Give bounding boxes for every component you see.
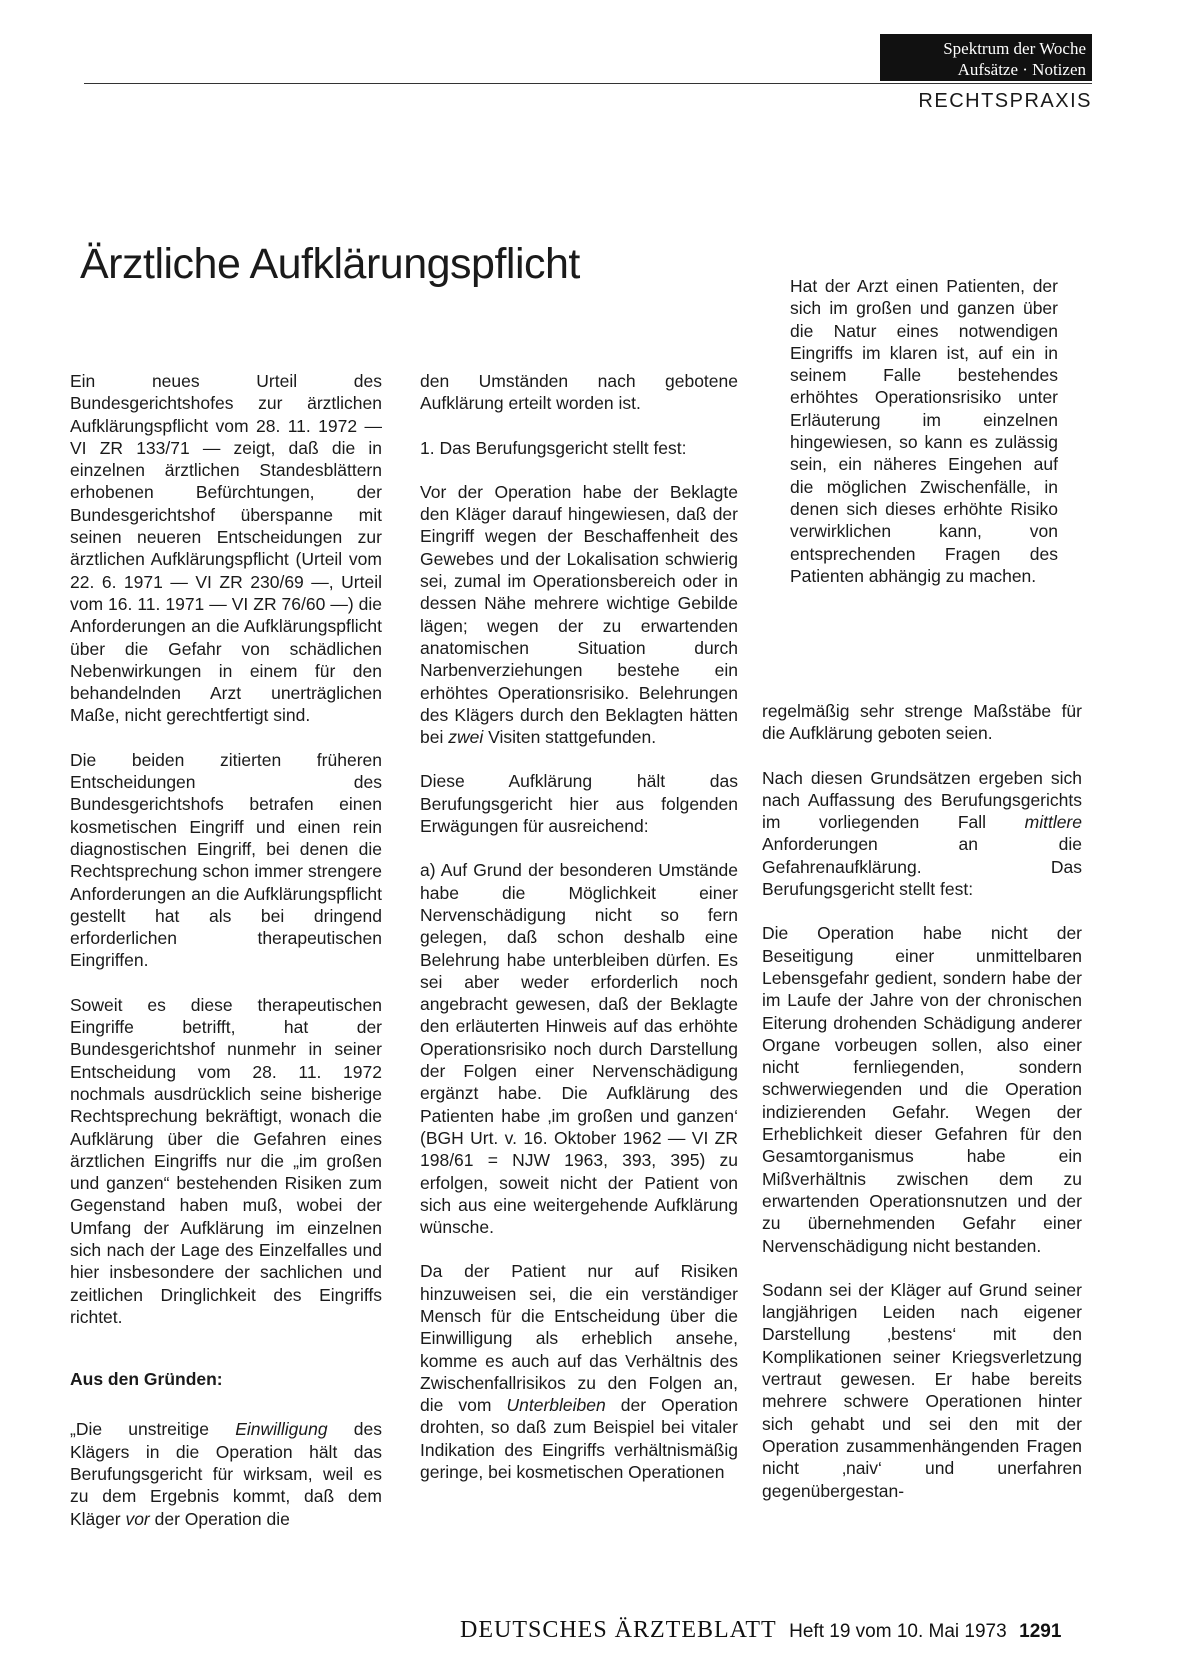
paragraph: Sodann sei der Kläger auf Grund seiner langjährigen Leiden nach eigener Darstellung ‚bestens‘ mit den Komplikationen seiner Kriegsverletzung vertraut gewesen. Er habe bereits mehrere schwere Operationen hinter sich gehabt und sei den mit der Operation zusammenhängenden Fragen nicht ‚naiv‘ und unerfahren gegenübergestan- (762, 1279, 1082, 1501)
pull-quote (790, 275, 1058, 587)
issue-info: Heft 19 vom 10. Mai 1973 (789, 1621, 1007, 1642)
section-label: RECHTSPRAXIS (918, 90, 1092, 112)
paragraph: Ein neues Urteil des Bundesgerichtshofes zur ärztlichen Aufklärungspflicht vom 28. 11. 1972 — VI ZR 133/71 — zeigt, daß die in einzelnen ärztlichen Standesblättern erhobenen Befürchtungen, der Bundesgerichtshof überspanne mit seinen neueren Entscheidungen zur ärztlichen Aufklärungspflicht (Urteil vom 22. 6. 1971 — VI ZR 230/69 —, Urteil vom 16. 11. 1971 — VI ZR 76/60 —) die Anforderungen an die Aufklärungspflicht über die Gefahr von schädlichen Nebenwirkungen in einem für den behandelnden Arzt unerträglichen Maße, nicht gerechtfertigt sind. (70, 371, 382, 726)
paragraph: a) Auf Grund der besonderen Umstände habe die Möglichkeit einer Nervenschädigung nicht so fern gelegen, daß schon deshalb eine Belehrung habe unterbleiben dürfen. Es sei aber weder erforderlich noch angebracht gewesen, daß der Beklagte den erläuterten Hinweis auf das erhöhte Operationsrisiko noch durch Darstellung der Folgen einer Nervenschädigung ergänzt habe. Die Aufklärung des Patienten habe ‚im großen und ganzen‘ (BGH Urt. v. 16. Oktober 1962 — VI ZR 198/61 = NJW 1963, 393, 395) zu erfolgen, soweit nicht der Patient von sich aus eine weitergehende Aufklärung wünsche. (420, 860, 738, 1238)
article-title: Ärztliche Aufklärungspflicht (80, 240, 580, 288)
paragraph: Nach diesen Grundsätzen ergeben sich nach Auffassung des Berufungsgerichts im vorliegenden Fall mittlere Anforderungen an die Gefahrenaufklärung. Das Berufungsgericht stellt fest: (762, 767, 1082, 900)
pull-quote-text: Hat der Arzt einen Patienten, der sich im großen und ganzen über die Natur eines notwendigen Eingriffs im klaren ist, auf ein in seinem Falle bestehendes erhöhtes Operationsrisiko unter Erläuterung im einzelnen hingewiesen, so kann es zulässig sein, ein näheres Eingehen auf die möglichen Zwischenfälle, in denen sich dieses erhöhte Risiko verwirklichen kann, von entsprechenden Fragen des Patienten abhängig zu machen. (790, 276, 1058, 586)
subheading: Aus den Gründen: (70, 1369, 223, 1390)
badge-line-1: Spektrum der Woche (943, 39, 1086, 58)
paragraph: regelmäßig sehr strenge Maßstäbe für die Aufklärung geboten seien. (762, 701, 1082, 744)
paragraph: den Umständen nach gebotene Aufklärung erteilt worden ist. (420, 371, 738, 414)
section-badge (880, 34, 1092, 81)
badge-line-2: Aufsätze · Notizen (957, 60, 1086, 79)
header-rule (84, 83, 1092, 84)
column-1 (70, 370, 382, 1530)
journal-name: DEUTSCHES ÄRZTEBLATT (460, 1617, 777, 1643)
column-2 (420, 370, 738, 1483)
paragraph: Da der Patient nur auf Risiken hinzuweisen sei, die ein verständiger Mensch für die Entscheidung über die Einwilligung als erheblich ansehe, komme es auch auf das Verhältnis des Zwischenfallrisikos zu den Folgen an, die vom Unterbleiben der Operation drohten, so daß zum Beispiel bei vitaler Indikation des Eingriffs verhältnismäßig geringe, bei kosmetischen Operationen (420, 1261, 738, 1483)
page-number: 1291 (1019, 1621, 1062, 1642)
paragraph: Soweit es diese therapeutischen Eingriffe betrifft, hat der Bundesgerichtshof nunmehr in seiner Entscheidung vom 28. 11. 1972 nochmals ausdrücklich seine bisherige Rechtsprechung bekräftigt, wonach die Aufklärung über die Gefahren eines ärztlichen Eingriffs nur die „im großen und ganzen“ bestehenden Risiken zum Gegenstand haben muß, wobei der Umfang der Aufklärung im einzelnen sich nach der Lage des Einzelfalles und hier insbesondere der sachlichen und zeitlichen Dringlichkeit des Eingriffs richtet. (70, 994, 382, 1327)
paragraph: „Die unstreitige Einwilligung des Klägers in die Operation hält das Berufungsgericht für wirksam, weil es zu dem Ergebnis kommt, daß dem Kläger vor der Operation die (70, 1419, 382, 1529)
paragraph: 1. Das Berufungsgericht stellt fest: (420, 437, 687, 458)
paragraph: Die beiden zitierten früheren Entscheidungen des Bundesgerichtshofs betrafen einen kosmetischen Eingriff und einen rein diagnostischen Eingriff, bei denen die Rechtsprechung schon immer strengere Anforderungen an die Aufklärungspflicht gestellt hat als bei dringend erforderlichen therapeutischen Eingriffen. (70, 749, 382, 971)
paragraph: Vor der Operation habe der Beklagte den Kläger darauf hingewiesen, daß der Eingriff wegen der Beschaffenheit des Gewebes und der Lokalisation schwierig sei, zumal im Operationsbereich oder in dessen Nähe mehrere wichtige Gebilde lägen; wegen der zu erwartenden anatomischen Situation durch Narbenverziehungen bestehe ein erhöhtes Operationsrisiko. Belehrungen des Klägers durch den Beklagten hätten bei zwei Visiten stattgefunden. (420, 481, 738, 748)
paragraph: Diese Aufklärung hält das Berufungsgericht hier aus folgenden Erwägungen für ausreichend: (420, 771, 738, 837)
paragraph: Die Operation habe nicht der Beseitigung einer unmittelbaren Lebensgefahr gedient, sondern habe der im Laufe der Jahre von der chronischen Eiterung drohenden Schädigung anderer Organe vorbeugen sollen, also einer nicht fernliegenden, sondern schwerwiegenden und die Operation indizierenden Gefahr. Wegen der Erheblichkeit dieser Gefahren für den Gesamtorganismus habe ein Mißverhältnis zwischen dem zu erwartenden Operationsnutzen und der zu übernehmenden Gefahr einer Nervenschädigung nicht bestanden. (762, 923, 1082, 1256)
page-footer (460, 1617, 1061, 1644)
column-3 (762, 700, 1082, 1502)
